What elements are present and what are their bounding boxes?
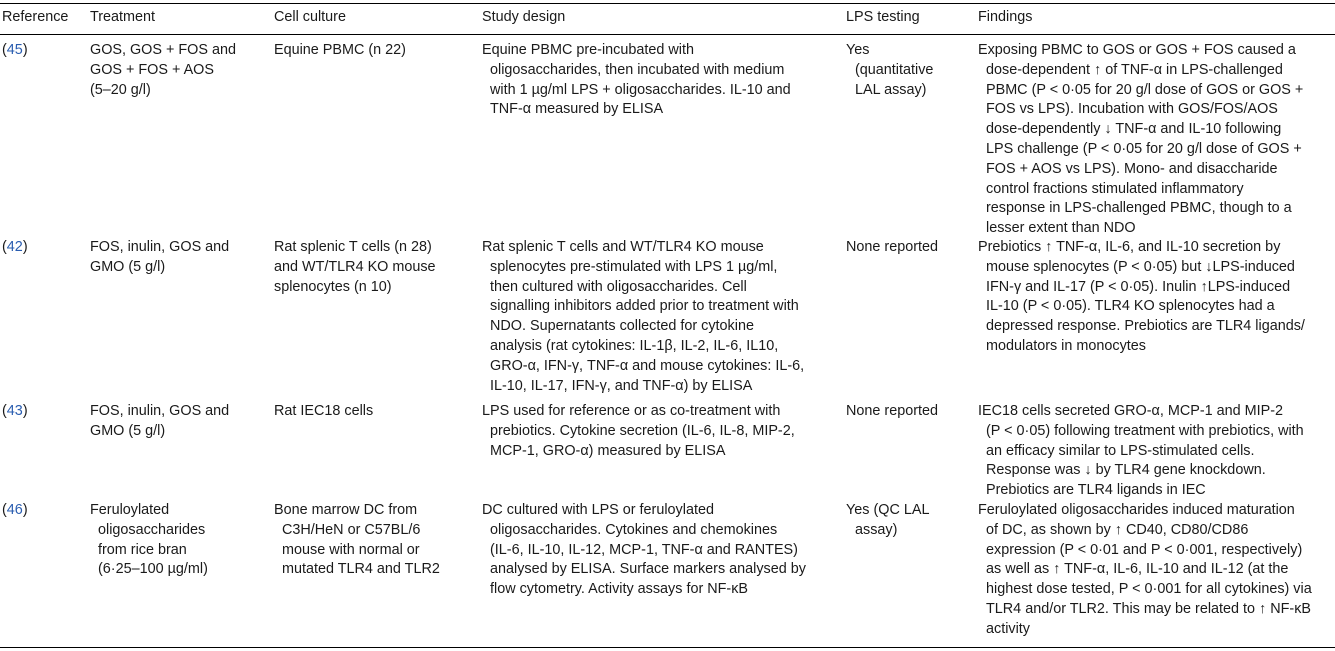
table-row-treatment: GOS, GOS + FOS and GOS + FOS + AOS (5–20 g/l)	[90, 42, 236, 98]
table-row-reference: (46)	[2, 502, 28, 518]
table-row-findings: IEC18 cells secreted GRO-α, MCP-1 and MIP-2 (P < 0·05) following treatment with prebiotics, with an efficacy similar to LPS-stimulated cells. Response was ↓ by TLR4 gene knockdown. Prebiotics are TLR4 ligands in IEC	[978, 403, 1304, 499]
header-rule	[0, 34, 1335, 35]
table-row-study-design: Rat splenic T cells and WT/TLR4 KO mouse splenocytes pre-stimulated with LPS 1 µg/ml, then cultured with oligosaccharides. Cell signalling inhibitors added prior to treatment with NDO. Supernatants collected for cytokine analysis (rat cytokines: IL-1β, IL-2, IL-6, IL10, GRO-α, IFN-γ, TNF-α and mouse cytokines: IL-6, IL-10, IL-17, IFN-γ, and TNF-α) by ELISA	[482, 239, 805, 394]
header-study-design: Study design	[482, 9, 566, 25]
table-row-reference: (45)	[2, 42, 28, 58]
table-row-study-design: LPS used for reference or as co-treatment with prebiotics. Cytokine secretion (IL-6, IL-8, MIP-2, MCP-1, GRO-α) measured by ELISA	[482, 403, 795, 459]
table-top-rule	[0, 3, 1335, 4]
table-row-study-design: Equine PBMC pre-incubated with oligosaccharides, then incubated with medium with 1 µg/ml LPS + oligosaccharides. IL-10 and TNF-α measured by ELISA	[482, 42, 791, 118]
table-row-treatment: FOS, inulin, GOS and GMO (5 g/l)	[90, 403, 230, 439]
table-row-reference: (43)	[2, 403, 28, 419]
table-row-findings: Feruloylated oligosaccharides induced maturation of DC, as shown by ↑ CD40, CD80/CD86 expression (P < 0·01 and P < 0·001, respectively) as well as ↑ TNF-α, IL-6, IL-10 and IL-12 (at the highest dose tested, P < 0·001 for all cytokines) via TLR4 and/or TLR2. This may be related to ↑ NF-κB activity	[978, 502, 1312, 637]
table-row-treatment: FOS, inulin, GOS and GMO (5 g/l)	[90, 239, 230, 275]
table-row-lps-testing: Yes (QC LAL assay)	[846, 502, 930, 538]
table-row-findings: Prebiotics ↑ TNF-α, IL-6, and IL-10 secretion by mouse splenocytes (P < 0·05) but ↓LPS-induced IFN-γ and IL-17 (P < 0·05). Inulin ↑LPS-induced IL-10 (P < 0·05). TLR4 KO splenocytes had a depressed response. Prebiotics are TLR4 ligands/ modulators in monocytes	[978, 239, 1305, 354]
reference-link[interactable]: 46	[6, 502, 23, 518]
table-row-findings: Exposing PBMC to GOS or GOS + FOS caused a dose-dependent ↑ of TNF-α in LPS-challenged PBMC (P < 0·05 for 20 g/l dose of GOS or GOS + FOS vs LPS). Incubation with GOS/FOS/AOS dose-dependently ↓ TNF-α and IL-10 following LPS challenge (P < 0·05 for 20 g/l dose of GOS + FOS + AOS vs LPS). Mono- and disaccharide control fractions stimulated inflammatory response in LPS-challenged PBMC, though to a lesser extent than NDO	[978, 42, 1304, 237]
table-row-lps-testing: Yes (quantitative LAL assay)	[846, 42, 934, 98]
header-reference: Reference	[2, 9, 69, 25]
reference-link[interactable]: 42	[6, 239, 23, 255]
table-bottom-rule	[0, 647, 1335, 648]
table-row-reference: (42)	[2, 239, 28, 255]
reference-link[interactable]: 45	[6, 42, 23, 58]
table-row-cell-culture: Equine PBMC (n 22)	[274, 42, 406, 58]
table-row-cell-culture: Rat IEC18 cells	[274, 403, 374, 419]
table-row-cell-culture: Bone marrow DC from C3H/HeN or C57BL/6 mouse with normal or mutated TLR4 and TLR2	[274, 502, 440, 578]
table-row-study-design: DC cultured with LPS or feruloylated oligosaccharides. Cytokines and chemokines (IL-6, IL-10, IL-12, MCP-1, TNF-α and RANTES) analysed by ELISA. Surface markers analysed by flow cytometry. Activity assays for NF-κB	[482, 502, 806, 598]
table-row-cell-culture: Rat splenic T cells (n 28) and WT/TLR4 KO mouse splenocytes (n 10)	[274, 239, 436, 295]
header-cell-culture: Cell culture	[274, 9, 346, 25]
table-row-lps-testing: None reported	[846, 403, 939, 419]
header-findings: Findings	[978, 9, 1033, 25]
reference-link[interactable]: 43	[6, 403, 23, 419]
table-row-treatment: Feruloylated oligosaccharides from rice bran (6·25–100 µg/ml)	[90, 502, 208, 578]
header-treatment: Treatment	[90, 9, 156, 25]
header-lps-testing: LPS testing	[846, 9, 920, 25]
table-row-lps-testing: None reported	[846, 239, 939, 255]
